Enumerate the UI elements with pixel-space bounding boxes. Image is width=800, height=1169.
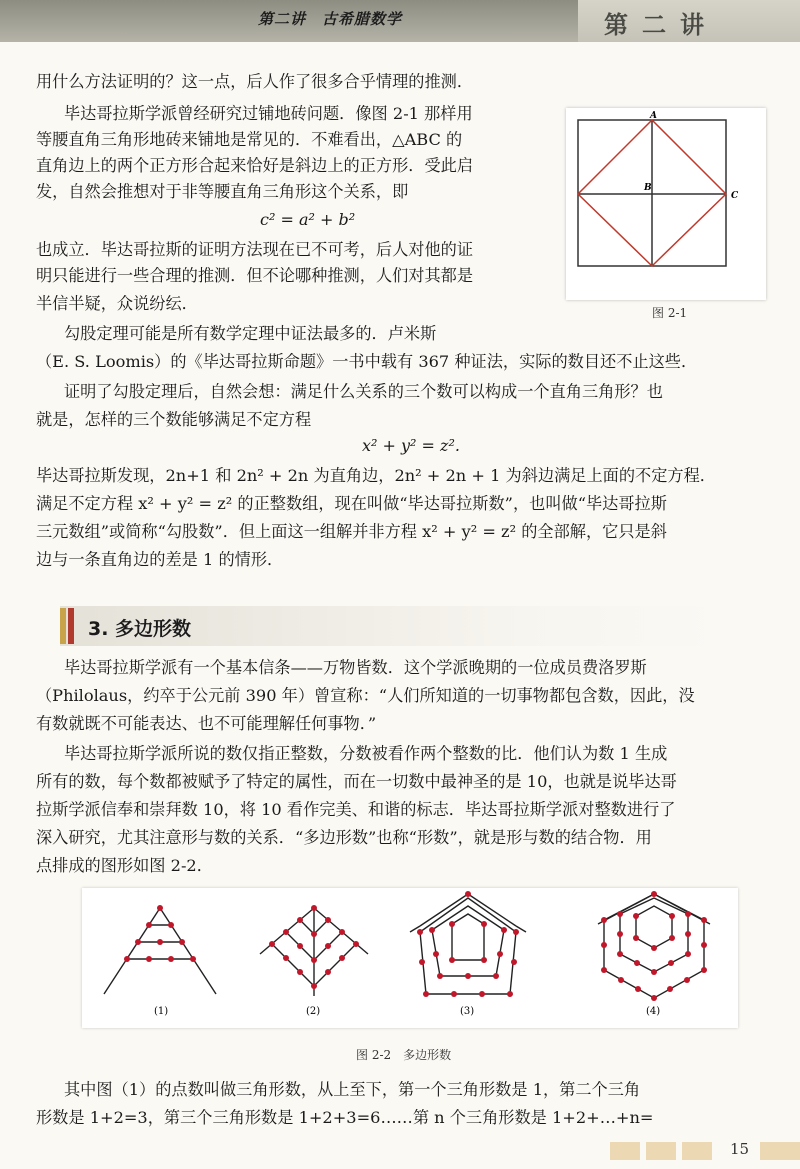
header-tab: 第二讲 [604, 11, 718, 39]
figure-2-2-caption: 图 2-2 多边形数 [356, 1048, 452, 1062]
text-line: 点排成的图形如图 2-2． [36, 856, 213, 875]
figure-label-4: (4) [646, 1006, 661, 1017]
figure-2-1-drawing [566, 108, 766, 300]
text-line: 毕达哥拉斯学派有一个基本信条——万物皆数．这个学派晚期的一位成员费洛罗斯 [64, 658, 647, 677]
section-bar-red [68, 608, 74, 644]
figure-2-1 [566, 108, 766, 300]
text-line: 拉斯学派信奉和崇拜数 10，将 10 看作完美、和谐的标志．毕达哥拉斯学派对整数进行了 [36, 800, 676, 819]
pentagonal-number-dots [417, 891, 519, 997]
text-line: 明只能进行一些合理的推测．但不论哪种推测，人们对其都是 [36, 266, 474, 285]
text-line: （E. S. Loomis）的《毕达哥拉斯命题》一书中载有 367 种证法，实际的数目还不止这些． [36, 352, 698, 371]
label-b: B [644, 183, 652, 193]
equation-pythagoras: c² = a² + b² [260, 210, 356, 229]
text-line: 证明了勾股定理后，自然会想：满足什么关系的三个数可以构成一个直角三角形？也 [64, 382, 663, 401]
header-title: 第二讲 古希腊数学 [258, 10, 403, 28]
text-line: 直角边上的两个正方形合起来恰好是斜边上的正方形．受此启 [36, 156, 474, 175]
page-number: 15 [730, 1140, 750, 1158]
text-line: 所有的数，每个数都被赋予了特定的属性，而在一切数中最神圣的是 10，也就是说毕达哥 [36, 772, 677, 791]
text-line: 也成立．毕达哥拉斯的证明方法现在已不可考，后人对他的证 [36, 240, 474, 259]
text-line: 深入研究，尤其注意形与数的关系．“多边形数”也称“形数”，就是形与数的结合物．用 [36, 828, 652, 847]
footer-block [646, 1142, 676, 1160]
section-bar-gold [60, 608, 66, 644]
running-header [0, 0, 800, 42]
equation-indeterminate: x² + y² = z². [362, 436, 460, 455]
triangle-number-dots [124, 905, 196, 962]
figure-label-3: (3) [460, 1006, 475, 1017]
text-line: 形数是 1+2=3，第三个三角形数是 1+2+3=6……第 n 个三角形数是 1+2+…+n= [36, 1108, 654, 1127]
text-line: 有数就既不可能表达、也不可能理解任何事物．” [36, 714, 377, 733]
label-a: A [650, 111, 657, 121]
text-line: 勾股定理可能是所有数学定理中证法最多的．卢米斯 [64, 324, 437, 343]
page-footer [610, 1136, 800, 1169]
section-heading [60, 606, 720, 646]
text-line: 就是，怎样的三个数能够满足不定方程 [36, 410, 312, 429]
figure-2-2 [82, 888, 738, 1028]
hexagonal-number-dots [601, 891, 707, 1001]
triangle-number-figure [104, 908, 216, 994]
section-title: 3. 多边形数 [88, 618, 192, 640]
label-c: C [731, 191, 739, 201]
text-line: 三元数组”或简称“勾股数”．但上面这一组解并非方程 x² + y² = z² 的全部解，它只是斜 [36, 522, 667, 541]
text-line: 毕达哥拉斯发现，2n+1 和 2n² + 2n 为直角边，2n² + 2n + 1 为斜边满足上面的不定方程． [36, 466, 716, 485]
text-line: 用什么方法证明的？这一点，后人作了很多合乎情理的推测． [36, 72, 474, 91]
figure-2-1-caption: 图 2-1 [652, 306, 688, 320]
footer-block [682, 1142, 712, 1160]
footer-block [610, 1142, 640, 1160]
figure-label-2: (2) [306, 1006, 321, 1017]
figure-2-2-drawing [82, 888, 738, 1028]
square-number-figure [260, 908, 368, 996]
text-line: （Philolaus，约卒于公元前 390 年）曾宣称：“人们所知道的一切事物都包含数，因此，没 [36, 686, 695, 705]
text-line: 边与一条直角边的差是 1 的情形． [36, 550, 284, 569]
text-line: 半信半疑，众说纷纭． [36, 294, 198, 313]
text-line: 等腰直角三角形地砖来铺地是常见的．不难看出，△ABC 的 [36, 130, 463, 149]
text-line: 发，自然会推想对于非等腰直角三角形这个关系，即 [36, 182, 409, 201]
text-line: 满足不定方程 x² + y² = z² 的正整数组，现在叫做“毕达哥拉斯数”，也叫做“毕达哥拉斯 [36, 494, 667, 513]
text-line: 毕达哥拉斯学派曾经研究过铺地砖问题．像图 2-1 那样用 [64, 104, 473, 123]
figure-label-1: (1) [154, 1006, 169, 1017]
text-line: 毕达哥拉斯学派所说的数仅指正整数，分数被看作两个整数的比．他们认为数 1 生成 [64, 744, 668, 763]
text-line: 其中图（1）的点数叫做三角形数，从上至下，第一个三角形数是 1，第二个三角 [64, 1080, 641, 1099]
footer-block [760, 1142, 800, 1160]
